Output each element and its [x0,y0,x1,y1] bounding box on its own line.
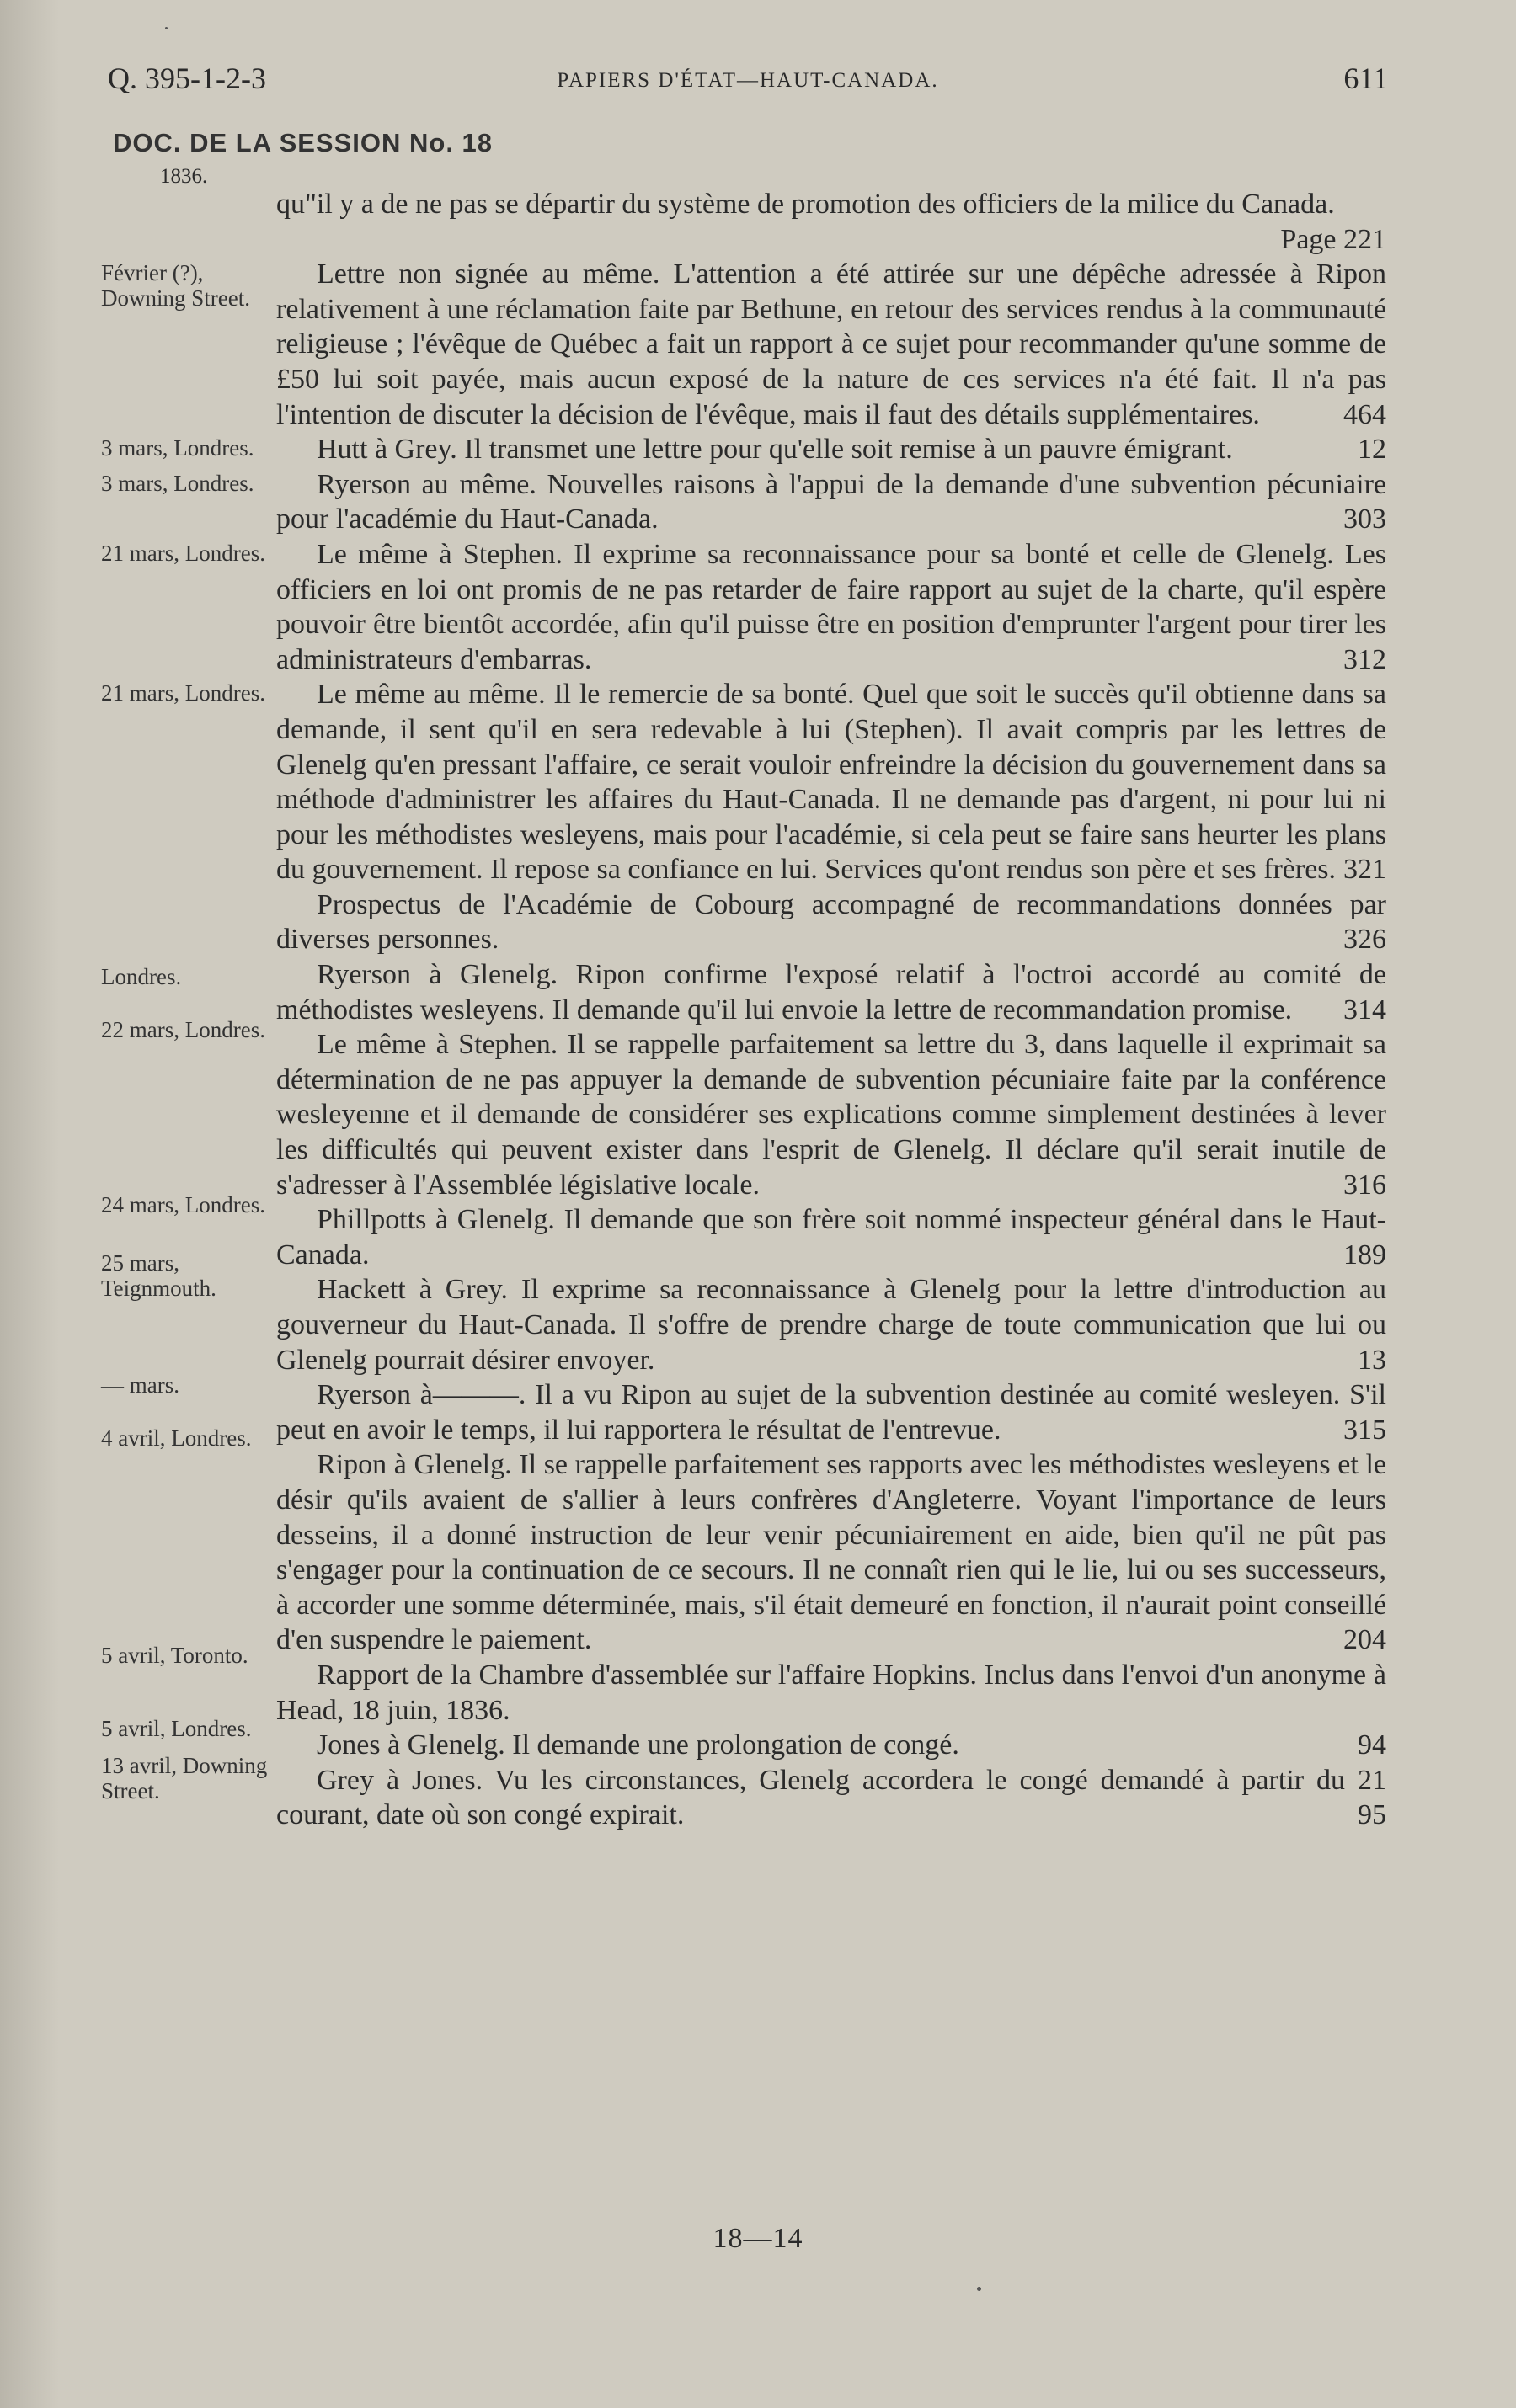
entry-text: Hutt à Grey. Il transmet une lettre pour qu'elle soit remise à un pauvre émigrant. [317,434,1233,466]
entry [101,432,1386,467]
entry [101,1716,1386,1763]
entry-text: Rapport de la Chambre d'assemblée sur l'affaire Hopkins. Inclus dans l'envoi d'un anonyme à Head, 18 juin, 1836. [276,1659,1386,1726]
entry [101,1017,1386,1202]
entry-date-place: 5 avril, Toronto. [101,1642,248,1668]
entry-text: Le même à Stephen. Il exprime sa reconnaissance pour sa bonté et celle de Glenelg. Les officiers en loi ont promis de ne pas retarder de faire rapport au sujet de la charte, qu'il espère pouvoir être bientôt accordée, afin qu'il puisse être en position d'emprunter l'argent pour tirer les administrateurs d'embarras. [276,538,1386,675]
entry-text: Le même au même. Il le remercie de sa bonté. Quel que soit le succès qu'il obtienne dans sa demande, il sent qu'il en sera redevable à lui (Stephen). Il avait compris par les lettres de Glenelg qu'en pressant l'affaire, ce serait vouloir enfreindre la décision du gouvernement dans sa méthode d'administrer les affaires du Haut-Canada. Il ne demande pas d'argent, ni pour lui ni pour les méthodistes wesleyens, mais pour l'académie, si cela peut se faire sans heurter les plans du gouvernement. Il repose sa confiance en lui. Services qu'ont rendus son père et ses frères. [276,679,1386,886]
entry-date-place: 21 mars, Londres. [101,680,265,706]
entry-date-place: — mars. [101,1372,179,1398]
entry-text: Grey à Jones. Vu les circonstances, Glenelg accordera le congé demandé à partir du 21 courant, date où son congé expirait. [276,1764,1386,1831]
entry-page-ref: 464 [1343,398,1386,430]
entry-text: Ryerson au même. Nouvelles raisons à l'appui de la demande d'une subvention pécuniaire pour l'académie du Haut-Canada. [276,468,1386,535]
paper-speck [165,27,168,29]
entry-text: Prospectus de l'Académie de Cobourg accompagné de recommandations données par diverses personnes. [276,888,1386,956]
entry [101,257,1386,432]
entry-page-ref: 303 [1343,503,1386,535]
running-title: PAPIERS D'ÉTAT—HAUT-CANADA. [557,69,939,92]
entry-page-ref: 326 [1343,924,1386,956]
entry-page-ref: Page 221 [1280,223,1386,255]
entry-page-ref: 321 [1343,854,1386,886]
entry-text: Lettre non signée au même. L'attention a été attirée sur une dépêche adressée à Ripon relativement à une réclamation faite par Bethune, en retour des services rendus à la communauté religieuse ; l'évêque de Québec a fait un rapport à ce sujet pour recommander qu'une somme de £50 lui soit payée, mais aucun exposé de la nature de ces services n'a été fait. Il n'a pas l'intention de discuter la décision de l'évêque, mais il faut des détails supplémentaires. [276,258,1386,430]
entry-page-ref: 95 [1358,1799,1386,1831]
entry-date-place: Londres. [101,964,182,990]
entry-text: Hackett à Grey. Il exprime sa reconnaissance à Glenelg pour la lettre d'introduction au gouverneur du Haut-Canada. Il s'offre de prendre charge de toute communication que lui ou Glenelg pourrait désirer envoyer. [276,1274,1386,1376]
entry-text: Phillpotts à Glenelg. Il demande que son frère soit nommé inspecteur général dans le Haut-Canada. [276,1204,1386,1271]
entry [101,537,1386,677]
entry [101,957,1386,1027]
entry-date-place: 22 mars, Londres. [101,1017,265,1043]
entry [101,677,1386,887]
entry [276,887,1386,957]
entry-date-place: 5 avril, Londres. [101,1716,252,1742]
entry-text: Ryerson à———. Il a vu Ripon au sujet de la subvention destinée au comité wesleyen. S'il peut en avoir le temps, il lui rapportera le résultat de l'entrevue. [276,1379,1386,1446]
entry-date-place: Février (?), Downing Street. [101,260,250,312]
session-label: DOC. DE LA SESSION No. 18 [113,128,494,157]
page-header [108,61,1388,103]
entry-page-ref: 316 [1343,1169,1386,1201]
page-number: 611 [1343,61,1388,95]
archive-reference: Q. 395-1-2-3 [108,61,266,95]
entry-page-ref: 314 [1343,994,1386,1026]
entry-date-place: 3 mars, Londres. [101,435,254,461]
entry [101,1642,1386,1728]
page-edge-shadow [0,0,59,2408]
entry-page-ref: 94 [1358,1729,1386,1761]
entry-date-place: 24 mars, Londres. [101,1192,265,1218]
entry-text: Jones à Glenelg. Il demande une prolongation de congé. [317,1729,959,1761]
entry-text: Ryerson à Glenelg. Ripon confirme l'exposé relatif à l'octroi accordé au comité de méthodistes wesleyens. Il demande qu'il lui envoie la lettre de recommandation promise. [276,959,1386,1026]
entry-page-ref: 312 [1343,643,1386,675]
entry-page-ref: 315 [1343,1414,1386,1446]
entry-text: Ripon à Glenelg. Il se rappelle parfaitement ses rapports avec les méthodistes wesleyens et le désir qu'ils avaient de s'allier à leurs confrères d'Angleterre. Voyant l'importance de leurs desseins, il a donné instruction de leur venir pécuniairement en aide, bien qu'il ne pût pas s'engager pour la continuation de ce secours. Il ne connaît rien qui le lie, lui ou ses successeurs, à accorder une somme déterminée, mais, s'il était demeuré en fonction, il n'aurait point conseillé d'en suspendre le paiement. [276,1449,1386,1656]
entry-page-ref: 204 [1343,1624,1386,1656]
page-footer: 18—14 [713,2223,803,2254]
entry-page-ref: 12 [1358,434,1386,466]
entry [276,187,1386,257]
entry-date-place: 25 mars, Teignmouth. [101,1250,216,1302]
entry [101,1192,1386,1272]
entry-text: Le même à Stephen. Il se rappelle parfaitement sa lettre du 3, dans laquelle il exprimait sa détermination de ne pas appuyer la demande de subvention pécuniaire faite par la conférence wesleyenne et il demande de considérer ses explications comme simplement destinées à lever les difficultés qui peuvent exister dans l'esprit de Glenelg. Il déclare qu'il serait inutile de s'adresser à l'Assemblée législative locale. [276,1029,1386,1201]
entry-date-place: 3 mars, Londres. [101,470,254,496]
entry-text: qu"il y a de ne pas se départir du système de promotion des officiers de la milice du Canada. [276,189,1335,220]
entry-date-place: 13 avril, Downing Street. [101,1752,268,1803]
year-label: 1836. [160,165,208,188]
entry-date-place: 4 avril, Londres. [101,1425,252,1452]
entry [101,1752,1386,1833]
calendar-entries [101,187,1386,1833]
entry-page-ref: 13 [1358,1344,1386,1376]
entry-date-place: 21 mars, Londres. [101,540,265,566]
paper-speck [977,2287,981,2291]
entry-page-ref: 189 [1343,1239,1386,1271]
entry [101,467,1386,537]
